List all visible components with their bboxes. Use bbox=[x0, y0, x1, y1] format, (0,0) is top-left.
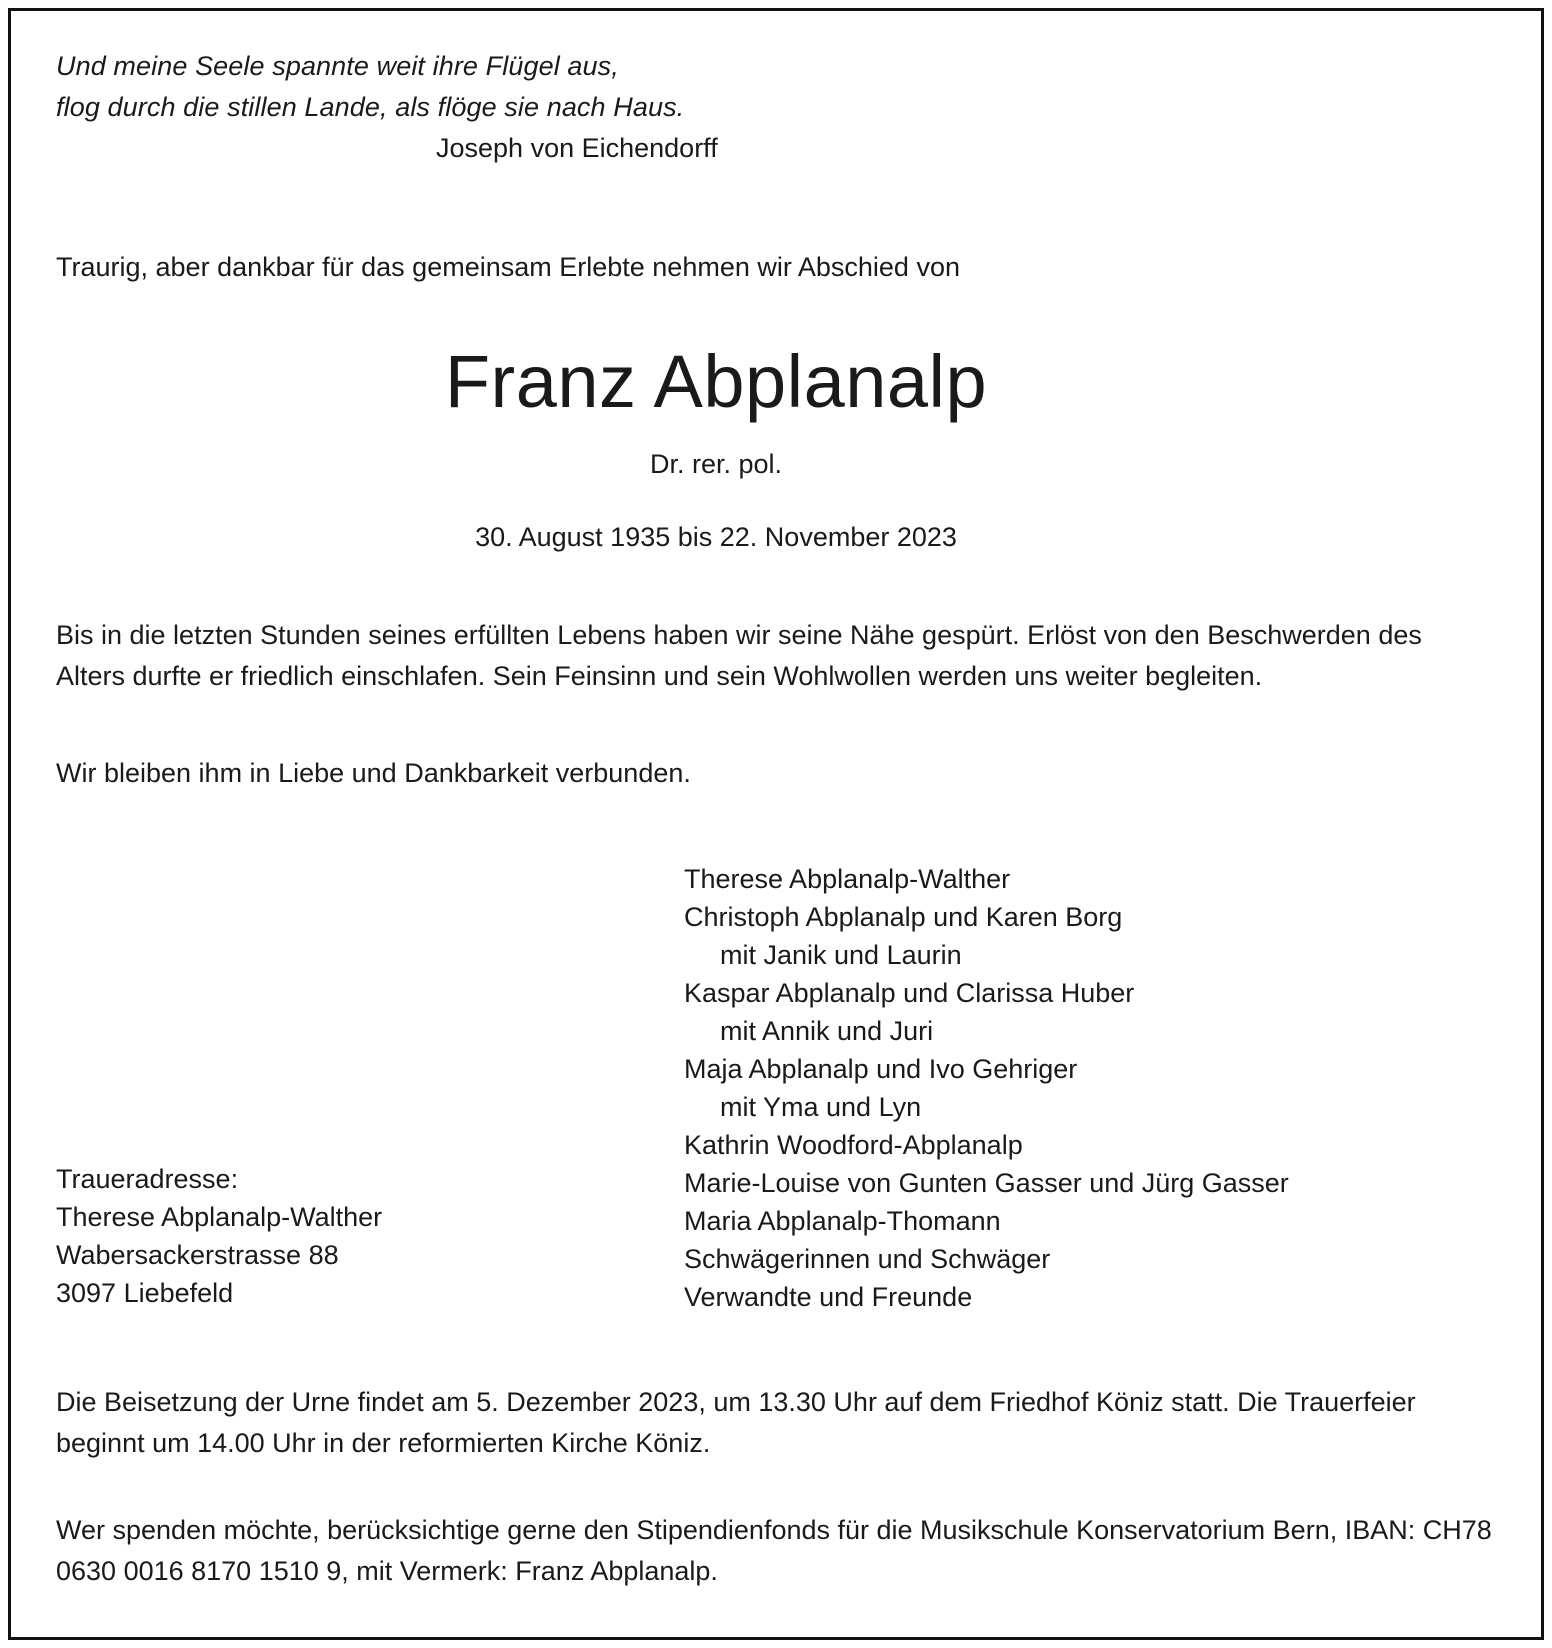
donation-info: Wer spenden möchte, berücksichtige gerne den Stipendienfonds für die Musikschule Konservatorium Bern, IBAN: CH78 0630 0016 8170 1510 9, mit Vermerk: Franz Abplanalp. bbox=[56, 1515, 1492, 1586]
funeral-info: Die Beisetzung der Urne findet am 5. Dezember 2023, um 13.30 Uhr auf dem Friedhof Köniz statt. Die Trauerfeier beginnt um 14.00 Uhr in der reformierten Kirche Köniz. bbox=[56, 1387, 1416, 1458]
list-item: Marie-Louise von Gunten Gasser und Jürg Gasser bbox=[684, 1168, 1289, 1198]
address-line: Wabersackerstrasse 88 bbox=[56, 1240, 339, 1270]
address-line: Therese Abplanalp-Walther bbox=[56, 1202, 383, 1232]
list-item: Maja Abplanalp und Ivo Gehriger bbox=[684, 1054, 1078, 1084]
family-list bbox=[684, 860, 1496, 1316]
deceased-title: Dr. rer. pol. bbox=[649, 449, 783, 479]
deceased-name: Franz Abplanalp bbox=[444, 340, 988, 423]
list-item: mit Annik und Juri bbox=[720, 1016, 934, 1046]
list-item: Christoph Abplanalp und Karen Borg bbox=[684, 902, 1123, 932]
list-item: Kaspar Abplanalp und Clarissa Huber bbox=[684, 978, 1135, 1008]
list-item: mit Janik und Laurin bbox=[720, 940, 962, 970]
address-line: 3097 Liebefeld bbox=[56, 1278, 234, 1308]
memorial-paragraph-1: Bis in die letzten Stunden seines erfüllten Lebens haben wir seine Nähe gespürt. Erlöst von den Beschwerden des Alters durfte er friedlich einschlafen. Sein Feinsinn und sein Wohlwollen werden uns weiter begleiten. bbox=[56, 620, 1422, 691]
intro-text: Traurig, aber dankbar für das gemeinsam Erlebte nehmen wir Abschied von bbox=[56, 252, 960, 282]
card-content bbox=[56, 46, 1496, 1628]
quote-block bbox=[56, 46, 1496, 128]
memorial-paragraph-2: Wir bleiben ihm in Liebe und Dankbarkeit verbunden. bbox=[56, 758, 691, 788]
list-item: Schwägerinnen und Schwäger bbox=[684, 1244, 1051, 1274]
list-item: Verwandte und Freunde bbox=[684, 1282, 973, 1312]
life-dates: 30. August 1935 bis 22. November 2023 bbox=[475, 522, 957, 552]
list-item: Maria Abplanalp-Thomann bbox=[684, 1206, 1001, 1236]
quote-line-2: flog durch die stillen Lande, als flöge sie nach Haus. bbox=[56, 92, 685, 122]
quote-line-1: Und meine Seele spannte weit ihre Flügel aus, bbox=[56, 51, 619, 81]
quote-author: Joseph von Eichendorff bbox=[436, 133, 718, 163]
list-item: Kathrin Woodford-Abplanalp bbox=[684, 1130, 1023, 1160]
mourning-address bbox=[56, 1160, 382, 1312]
survivors-section bbox=[56, 860, 1496, 1320]
list-item: mit Yma und Lyn bbox=[720, 1092, 922, 1122]
list-item: Therese Abplanalp-Walther bbox=[684, 864, 1011, 894]
address-label: Traueradresse: bbox=[56, 1164, 239, 1194]
